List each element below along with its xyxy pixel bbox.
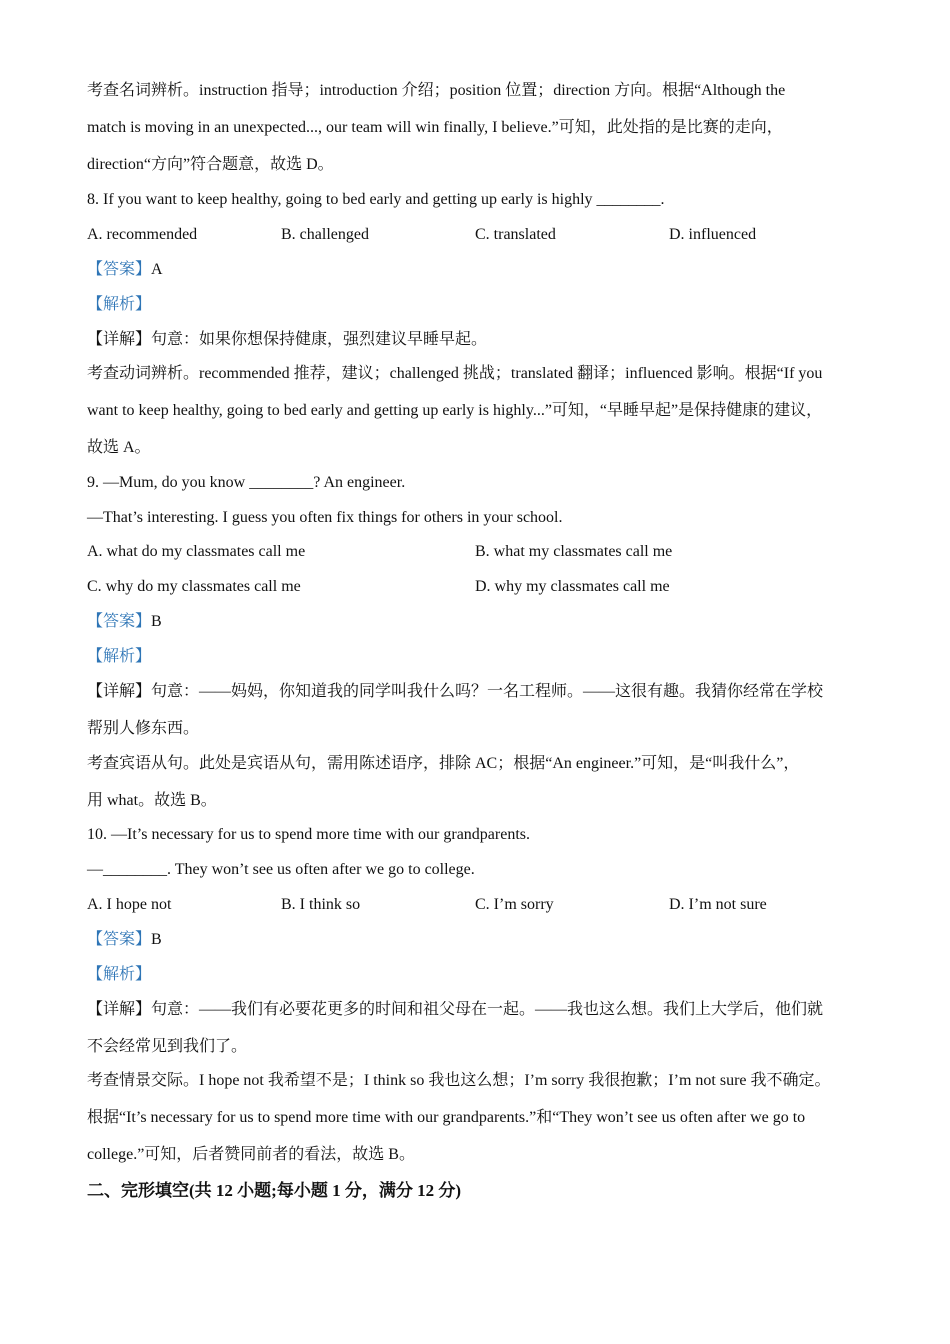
q10-analysis-line-2: 根据“It’s necessary for us to spend more time with our grandparents.”和“They won’t see us often after we go to xyxy=(87,1109,806,1126)
q8-option-a: A. recommended xyxy=(87,226,198,243)
q9-analysis-tag: 【解析】 xyxy=(87,648,152,665)
q10-option-a: A. I hope not xyxy=(87,896,172,913)
q8-analysis-line-3: 故选 A。 xyxy=(87,439,151,456)
q8-option-b: B. challenged xyxy=(281,226,369,243)
q10-analysis-line-3: college.”可知，后者赞同前者的看法，故选 B。 xyxy=(87,1146,415,1163)
q9-option-c: C. why do my classmates call me xyxy=(87,578,301,595)
q8-analysis-tag: 【解析】 xyxy=(87,296,152,313)
q8-option-d: D. influenced xyxy=(669,226,757,243)
q9-option-a: A. what do my classmates call me xyxy=(87,543,306,560)
q10-analysis-tag: 【解析】 xyxy=(87,966,152,983)
q8-analysis-line-2: want to keep healthy, going to bed early and getting up early is highly...”可知，“早睡早起”是保持健康的建议， xyxy=(87,402,823,419)
q8-answer xyxy=(87,260,163,280)
answer-value: B xyxy=(151,931,162,948)
q9-detail-line-1: 【详解】句意：——妈妈，你知道我的同学叫我什么吗？一名工程师。——这很有趣。我猜你经常在学校 xyxy=(87,683,824,700)
q10-detail-line-1: 【详解】句意：——我们有必要花更多的时间和祖父母在一起。——我也这么想。我们上大学后，他们就 xyxy=(87,1001,824,1018)
section-heading: 二、完形填空(共 12 小题;每小题 1 分，满分 12 分) xyxy=(87,1181,461,1200)
q9-option-d: D. why my classmates call me xyxy=(475,578,670,595)
q9-detail-line-2: 帮别人修东西。 xyxy=(87,720,200,737)
q9-question-line-2: —That’s interesting. I guess you often fix things for others in your school. xyxy=(87,509,563,526)
q9-option-b: B. what my classmates call me xyxy=(475,543,673,560)
q9-analysis-line-2: 用 what。故选 B。 xyxy=(87,792,217,809)
q7-analysis-line-2: match is moving in an unexpected..., our team will win finally, I believe.”可知，此处指的是比赛的走向， xyxy=(87,119,783,136)
q9-question: 9. —Mum, do you know ________? An engineer. xyxy=(87,474,406,491)
q8-analysis-line-1: 考查动词辨析。recommended 推荐，建议；challenged 挑战；translated 翻译；influenced 影响。根据“If you xyxy=(87,365,823,382)
q8-question: 8. If you want to keep healthy, going to bed early and getting up early is highly ________. xyxy=(87,191,665,208)
answer-value: B xyxy=(151,613,162,630)
q10-question-line-2: —________. They won’t see us often after we go to college. xyxy=(87,861,475,878)
q10-analysis-line-1: 考查情景交际。I hope not 我希望不是；I think so 我也这么想；I’m sorry 我很抱歉；I’m not sure 我不确定。 xyxy=(87,1072,831,1089)
answer-tag: 【答案】 xyxy=(87,613,152,630)
q7-analysis-line-3: direction“方向”符合题意，故选 D。 xyxy=(87,156,334,173)
q9-analysis-line-1: 考查宾语从句。此处是宾语从句，需用陈述语序，排除 AC；根据“An engineer.”可知，是“叫我什么”， xyxy=(87,755,800,772)
q10-option-d: D. I’m not sure xyxy=(669,896,767,913)
q7-analysis-line-1: 考查名词辨析。instruction 指导；introduction 介绍；position 位置；direction 方向。根据“Although the xyxy=(87,82,786,99)
q10-answer xyxy=(87,930,162,950)
q10-detail-line-2: 不会经常见到我们了。 xyxy=(87,1038,248,1055)
q10-option-c: C. I’m sorry xyxy=(475,896,554,913)
q10-option-b: B. I think so xyxy=(281,896,361,913)
answer-value: A xyxy=(151,261,163,278)
answer-tag: 【答案】 xyxy=(87,261,152,278)
q8-detail-line-1: 【详解】句意：如果你想保持健康，强烈建议早睡早起。 xyxy=(87,331,488,348)
q9-answer xyxy=(87,612,162,632)
q8-option-c: C. translated xyxy=(475,226,556,243)
q10-question: 10. —It’s necessary for us to spend more time with our grandparents. xyxy=(87,826,531,843)
answer-tag: 【答案】 xyxy=(87,931,152,948)
